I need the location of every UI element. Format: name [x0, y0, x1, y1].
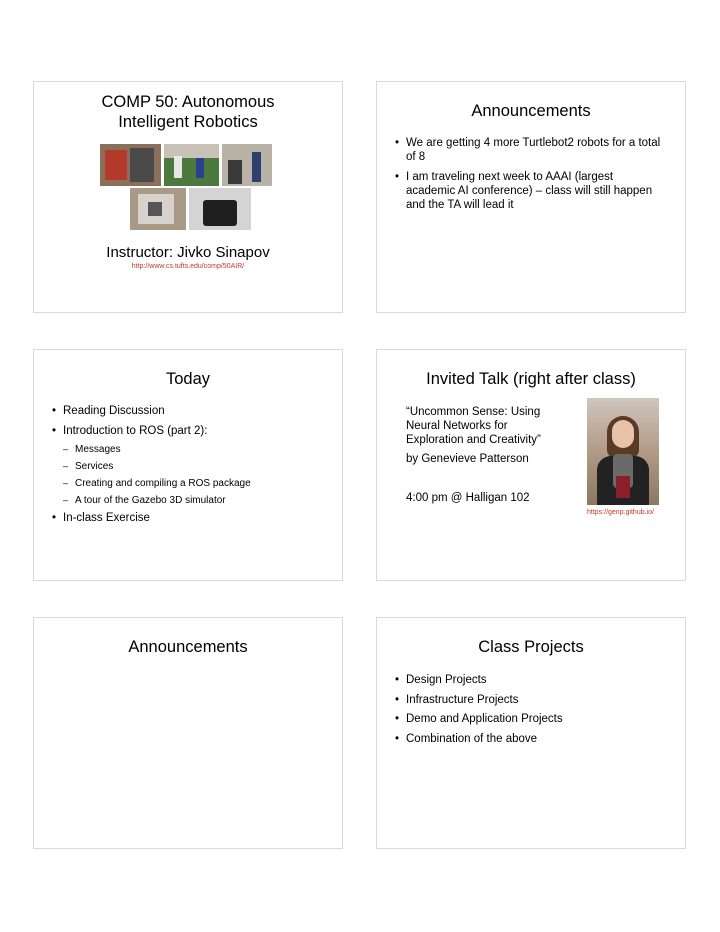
slide-3-bullets-end [52, 511, 322, 525]
slide-2-bullets [395, 136, 665, 212]
bullet-item: • I am traveling next week to AAAI (largest academic AI conference) – class will still happen and the TA will lead it [395, 170, 665, 212]
sub-bullet-item: – A tour of the Gazebo 3D simulator [62, 494, 322, 507]
talk-speaker: by Genevieve Patterson [406, 453, 529, 465]
sub-bullet-item: – Creating and compiling a ROS package [62, 477, 322, 490]
robot-photo-3 [222, 144, 272, 186]
bullet-item: • Reading Discussion [52, 404, 322, 418]
slide-3 [33, 349, 343, 581]
slide-5-title: Announcements [128, 638, 248, 656]
speaker-url[interactable]: https://genp.github.io/ [587, 509, 654, 516]
bullet-item: • We are getting 4 more Turtlebot2 robots for a total of 8 [395, 136, 665, 164]
slide-1-title-line2: Intelligent Robotics [118, 113, 258, 131]
bullet-item: • Infrastructure Projects [395, 693, 665, 707]
robot-photo-4 [130, 188, 186, 230]
slide-1-title-line1: COMP 50: Autonomous [101, 93, 275, 111]
slide-5 [33, 617, 343, 849]
slide-4-title: Invited Talk (right after class) [426, 370, 636, 388]
bullet-item: • Introduction to ROS (part 2): [52, 424, 322, 438]
slide-1 [33, 81, 343, 313]
instructor-name: Instructor: Jivko Sinapov [106, 244, 270, 261]
bullet-item: • Demo and Application Projects [395, 712, 665, 726]
course-url[interactable]: http://www.cs.tufts.edu/comp/50AIR/ [131, 263, 245, 270]
slide-2-title: Announcements [471, 102, 591, 120]
slide-6-title: Class Projects [478, 638, 584, 656]
robot-photo-1 [100, 144, 161, 186]
robot-photo-2 [164, 144, 219, 186]
slide-6-bullets [395, 673, 665, 746]
sub-bullet-item: – Messages [62, 443, 322, 456]
bullet-item: • Design Projects [395, 673, 665, 687]
slide-3-sub-bullets [62, 443, 322, 507]
talk-title: “Uncommon Sense: Using Neural Networks for Exploration and Creativity” [406, 406, 541, 446]
slide-6 [376, 617, 686, 849]
robot-photo-5 [189, 188, 251, 230]
slide-2 [376, 81, 686, 313]
slide-3-title: Today [165, 370, 211, 388]
talk-time: 4:00 pm @ Halligan 102 [406, 492, 530, 504]
speaker-photo [587, 398, 659, 505]
bullet-item: • In-class Exercise [52, 511, 322, 525]
bullet-item: • Combination of the above [395, 732, 665, 746]
slide-3-bullets [52, 404, 322, 442]
sub-bullet-item: – Services [62, 460, 322, 473]
slide-4 [376, 349, 686, 581]
